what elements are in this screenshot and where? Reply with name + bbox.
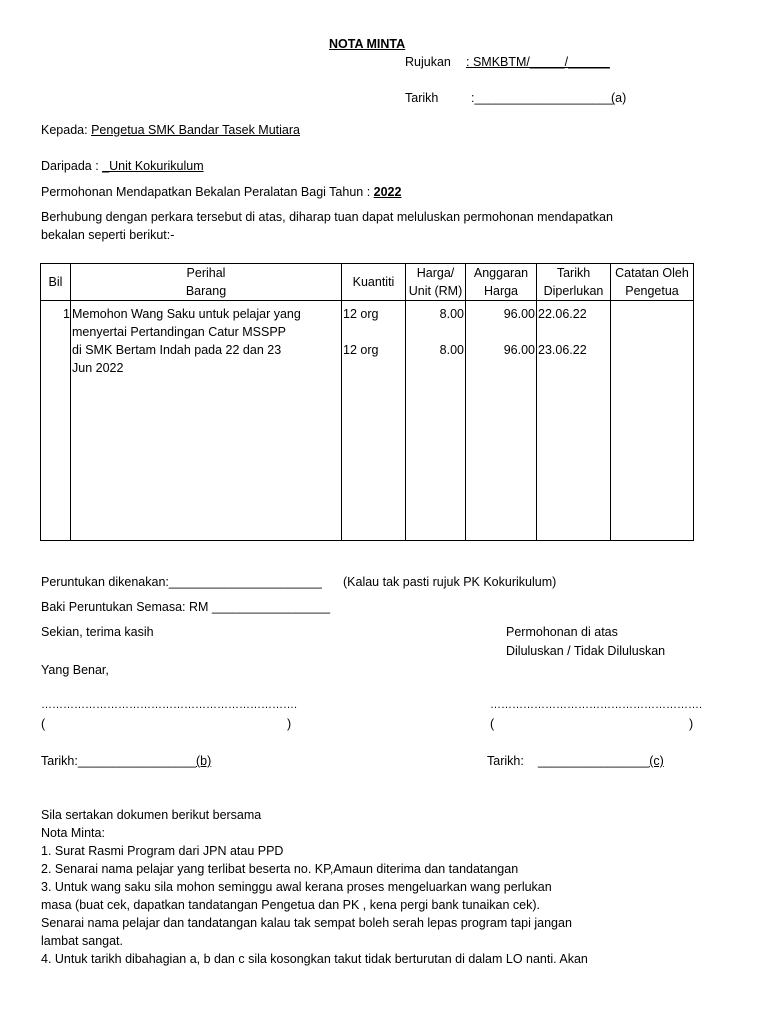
perihal-line: menyertai Pertandingan Catur MSSPP	[72, 325, 286, 339]
peruntukan-note: (Kalau tak pasti rujuk PK Kokurikulum)	[343, 575, 557, 589]
header-harga: Harga/ Unit (RM)	[408, 266, 463, 298]
rujukan-label: Rujukan	[405, 55, 451, 69]
note-line: Sila sertakan dokumen berikut bersama	[41, 808, 262, 822]
header-anggaran: Anggaran Harga	[473, 266, 529, 298]
perihal-line: Memohon Wang Saku untuk pelajar yang	[72, 307, 301, 321]
perihal-line: Jun 2022	[72, 361, 124, 375]
tarikh-b-label: Tarikh:	[41, 754, 78, 768]
daripada-line	[41, 158, 204, 174]
tarikh-c-label: Tarikh:	[487, 754, 524, 768]
row-1-tarikh: 22.06.22	[538, 307, 587, 321]
yang-benar: Yang Benar,	[41, 663, 109, 677]
tarikh-c-field[interactable]: ________________	[538, 754, 650, 768]
note-line: Senarai nama pelajar dan tandatangan kalau tak sempat boleh serah lepas program tapi jangan	[41, 916, 572, 930]
name-close-right: )	[689, 717, 694, 731]
kepada-line	[41, 122, 300, 138]
permohonan-text: Permohonan Mendapatkan Bekalan Peralatan Bagi Tahun :	[41, 185, 371, 199]
note-line: 4. Untuk tarikh dibahagian a, b dan c sila kosongkan takut tidak berturutan di dalam LO nanti. Akan	[41, 952, 588, 966]
name-close-left: )	[287, 717, 292, 731]
signature-line-left[interactable]: …………………………………………………………….	[41, 699, 298, 711]
header-tarikh: Tarikh Diperlukan	[543, 266, 604, 298]
tarikh-c-line	[538, 753, 664, 769]
note-line: 2. Senarai nama pelajar yang terlibat beserta no. KP,Amaun diterima dan tandatangan	[41, 862, 519, 876]
kelulusan-status: Diluluskan / Tidak Diluluskan	[506, 644, 666, 658]
note-line: 3. Untuk wang saku sila mohon seminggu awal kerana proses mengeluarkan wang perlukan	[41, 880, 552, 894]
note-line: 1. Surat Rasmi Program dari JPN atau PPD	[41, 844, 284, 858]
header-bil: Bil	[48, 275, 63, 289]
intro-line-2: bekalan seperti berikut:-	[41, 228, 175, 242]
tarikh-marker-a: (a)	[611, 91, 627, 105]
header-kuantiti: Kuantiti	[352, 275, 395, 289]
row-1-harga: 8.00	[439, 307, 464, 321]
row-2-harga: 8.00	[439, 343, 464, 357]
note-line: masa (buat cek, dapatkan tandatangan Pengetua dan PK , kena pergi bank tunaikan cek).	[41, 898, 540, 912]
row-1-anggaran: 96.00	[503, 307, 535, 321]
baki-field[interactable]: _________________	[211, 600, 331, 614]
kepada-label: Kepada:	[41, 123, 88, 137]
daripada-label: Daripada :	[41, 159, 99, 173]
tarikh-marker-c: (c)	[649, 754, 664, 768]
perihal-line: di SMK Bertam Indah pada 22 dan 23	[72, 343, 282, 357]
tarikh-marker-b: (b)	[196, 754, 212, 768]
name-open-right: (	[490, 717, 495, 731]
row-2-anggaran: 96.00	[503, 343, 535, 357]
tarikh-label: Tarikh	[405, 91, 439, 105]
sekian-text: Sekian, terima kasih	[41, 625, 154, 639]
permohonan-line	[41, 184, 401, 200]
tarikh-b-line	[41, 753, 211, 769]
note-line: lambat sangat.	[41, 934, 123, 948]
peruntukan-label: Peruntukan dikenakan:	[41, 575, 169, 589]
rujukan-field[interactable]: : SMKBTM/_____/______	[466, 55, 610, 69]
row-bil: 1	[63, 307, 70, 321]
row-2-kuantiti: 12 org	[343, 343, 379, 357]
daripada-value: _Unit Kokurikulum	[102, 159, 204, 173]
tarikh-b-field[interactable]: _________________	[77, 754, 197, 768]
tarikh-field[interactable]: :____________________	[471, 91, 614, 105]
name-open-left: (	[41, 717, 46, 731]
permohonan-year: 2022	[373, 185, 402, 199]
permohonan-di-atas: Permohonan di atas	[506, 625, 618, 639]
peruntukan-line	[41, 574, 322, 590]
intro-line-1: Berhubung dengan perkara tersebut di atas, diharap tuan dapat meluluskan permohonan mendapatkan	[41, 210, 613, 224]
note-line: Nota Minta:	[41, 826, 105, 840]
row-2-tarikh: 23.06.22	[538, 343, 587, 357]
request-table	[40, 263, 694, 541]
baki-line	[41, 599, 330, 615]
document-title: NOTA MINTA	[329, 37, 406, 51]
peruntukan-field[interactable]: ______________________	[168, 575, 322, 589]
signature-line-right[interactable]: ………………………………………………….	[490, 699, 703, 711]
kepada-value: Pengetua SMK Bandar Tasek Mutiara	[91, 123, 300, 137]
header-catatan: Catatan Oleh Pengetua	[615, 266, 689, 298]
header-perihal: Perihal Barang	[185, 266, 227, 298]
row-1-kuantiti: 12 org	[343, 307, 379, 321]
baki-label: Baki Peruntukan Semasa: RM	[41, 600, 209, 614]
